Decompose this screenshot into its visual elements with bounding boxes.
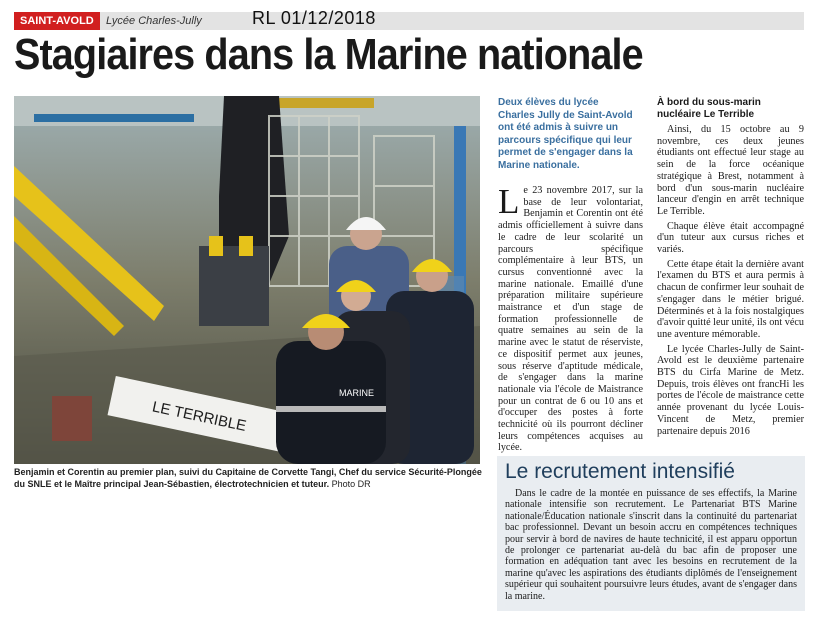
drop-cap: L [498, 182, 520, 221]
section-tag: SAINT-AVOLD [14, 12, 100, 30]
photo-caption [14, 466, 482, 490]
photo-credit: Photo DR [331, 479, 371, 489]
article-paragraph: Cette étape était la dernière avant l'examen du BTS et aura permis à chacun de confirmer leur souhait de s'engager dans le métier brigué. Déterminés et à la fois nostalgiques d'avoir quitté leur unité, ils ont vécu une aventure mémorable. [657, 258, 804, 340]
caption-text: Benjamin et Corentin au premier plan, suivi du Capitaine de Corvette Tangi, Chef du service Sécurité-Plongée du SNLE et le Maître principal Jean-Sébastien, électrotechnicien et tuteur. [14, 467, 482, 489]
sidebar-title: Le recrutement intensifié [505, 460, 735, 483]
handwritten-date-annotation: RL 01/12/2018 [252, 8, 376, 28]
article-paragraph: e 23 novembre 2017, sur la base de leur volontariat, Benjamin et Corentin ont été admis officiellement à suivre dans le cadre de leur scolarité un parcours spécifique complémentaire à leur BTS, un cursus conventionné avec la marine nationale. Emaillé d'une préparation militaire supérieure maistrance et d'un stage de formation professionnelle de quatre semaines au sein de la marine avec le statut de réserviste, ce dispositif permet aux jeunes, sous réserve d'aptitude médicale, de s'engager dans la marine nationale via l'école de Maistrance pour un contrat de 6 ou 10 ans et d'occuper des postes à forte technicité où ils pourront décliner leurs compétences acquises au lycée. [498, 185, 643, 454]
article-subheading: À bord du sous-marin nucléaire Le Terrible [657, 97, 761, 120]
article-paragraph: Le lycée Charles-Jully de Saint-Avold est le deuxième partenaire BTS du Cirfa Marine de Metz. Depuis, trois élèves ont francHi les portes de l'école de maistrance cette année provenant du lycée Louis-Vincent de Metz, premier partenaire depuis 2016 [657, 343, 804, 437]
article-photo [14, 96, 480, 464]
jacket-label: MARINE [339, 388, 375, 398]
article-column-1 [498, 182, 643, 454]
subsection-label: Lycée Charles-Jully [106, 15, 202, 27]
sidebar-body [505, 488, 797, 602]
sidebar-box [497, 456, 805, 611]
photo-illustration [14, 96, 480, 464]
article-paragraph: Chaque élève était accompagné d'un tuteur aux cursus riches et variés. [657, 220, 804, 256]
article-headline: Stagiaires dans la Marine nationale [14, 30, 643, 79]
article-paragraph: Ainsi, du 15 octobre au 9 novembre, ces deux jeunes étudiants ont effectué leur stage au sein de la force océanique stratégique à Brest, notamment à bord d'un sous-marin nucléaire lanceur d'engin en arrêt technique Le Terrible. [657, 124, 804, 217]
article-column-2 [657, 97, 804, 437]
article-lead: Deux élèves du lycée Charles Jully de Saint-Avold ont été admis à suivre un parcours spécifique qui leur permet de s'engager dans la Marine nationale. [498, 97, 633, 171]
sidebar-paragraph: Dans le cadre de la montée en puissance de ses effectifs, la Marine nationale intensifie son recrutement. Le Partenariat BTS Marine nationale/Éducation nationale s'inscrit dans la continuité du partenariat bac professionnel. Devant un besoin accru en compétences techniques pour servir à bord de navires de haute technicité, il est apparu opportun de prolonger ce partenariat au-delà du bac afin de proposer une formation en adéquation tant avec les besoins en recrutement de la marine qu'avec les aspirations des étudiants diplômés de l'enseignement supérieur qui souhaitent poursuivre leurs études, avant de s'engager dans la marine. [505, 488, 797, 602]
banner-label: LE TERRIBLE [150, 398, 248, 435]
